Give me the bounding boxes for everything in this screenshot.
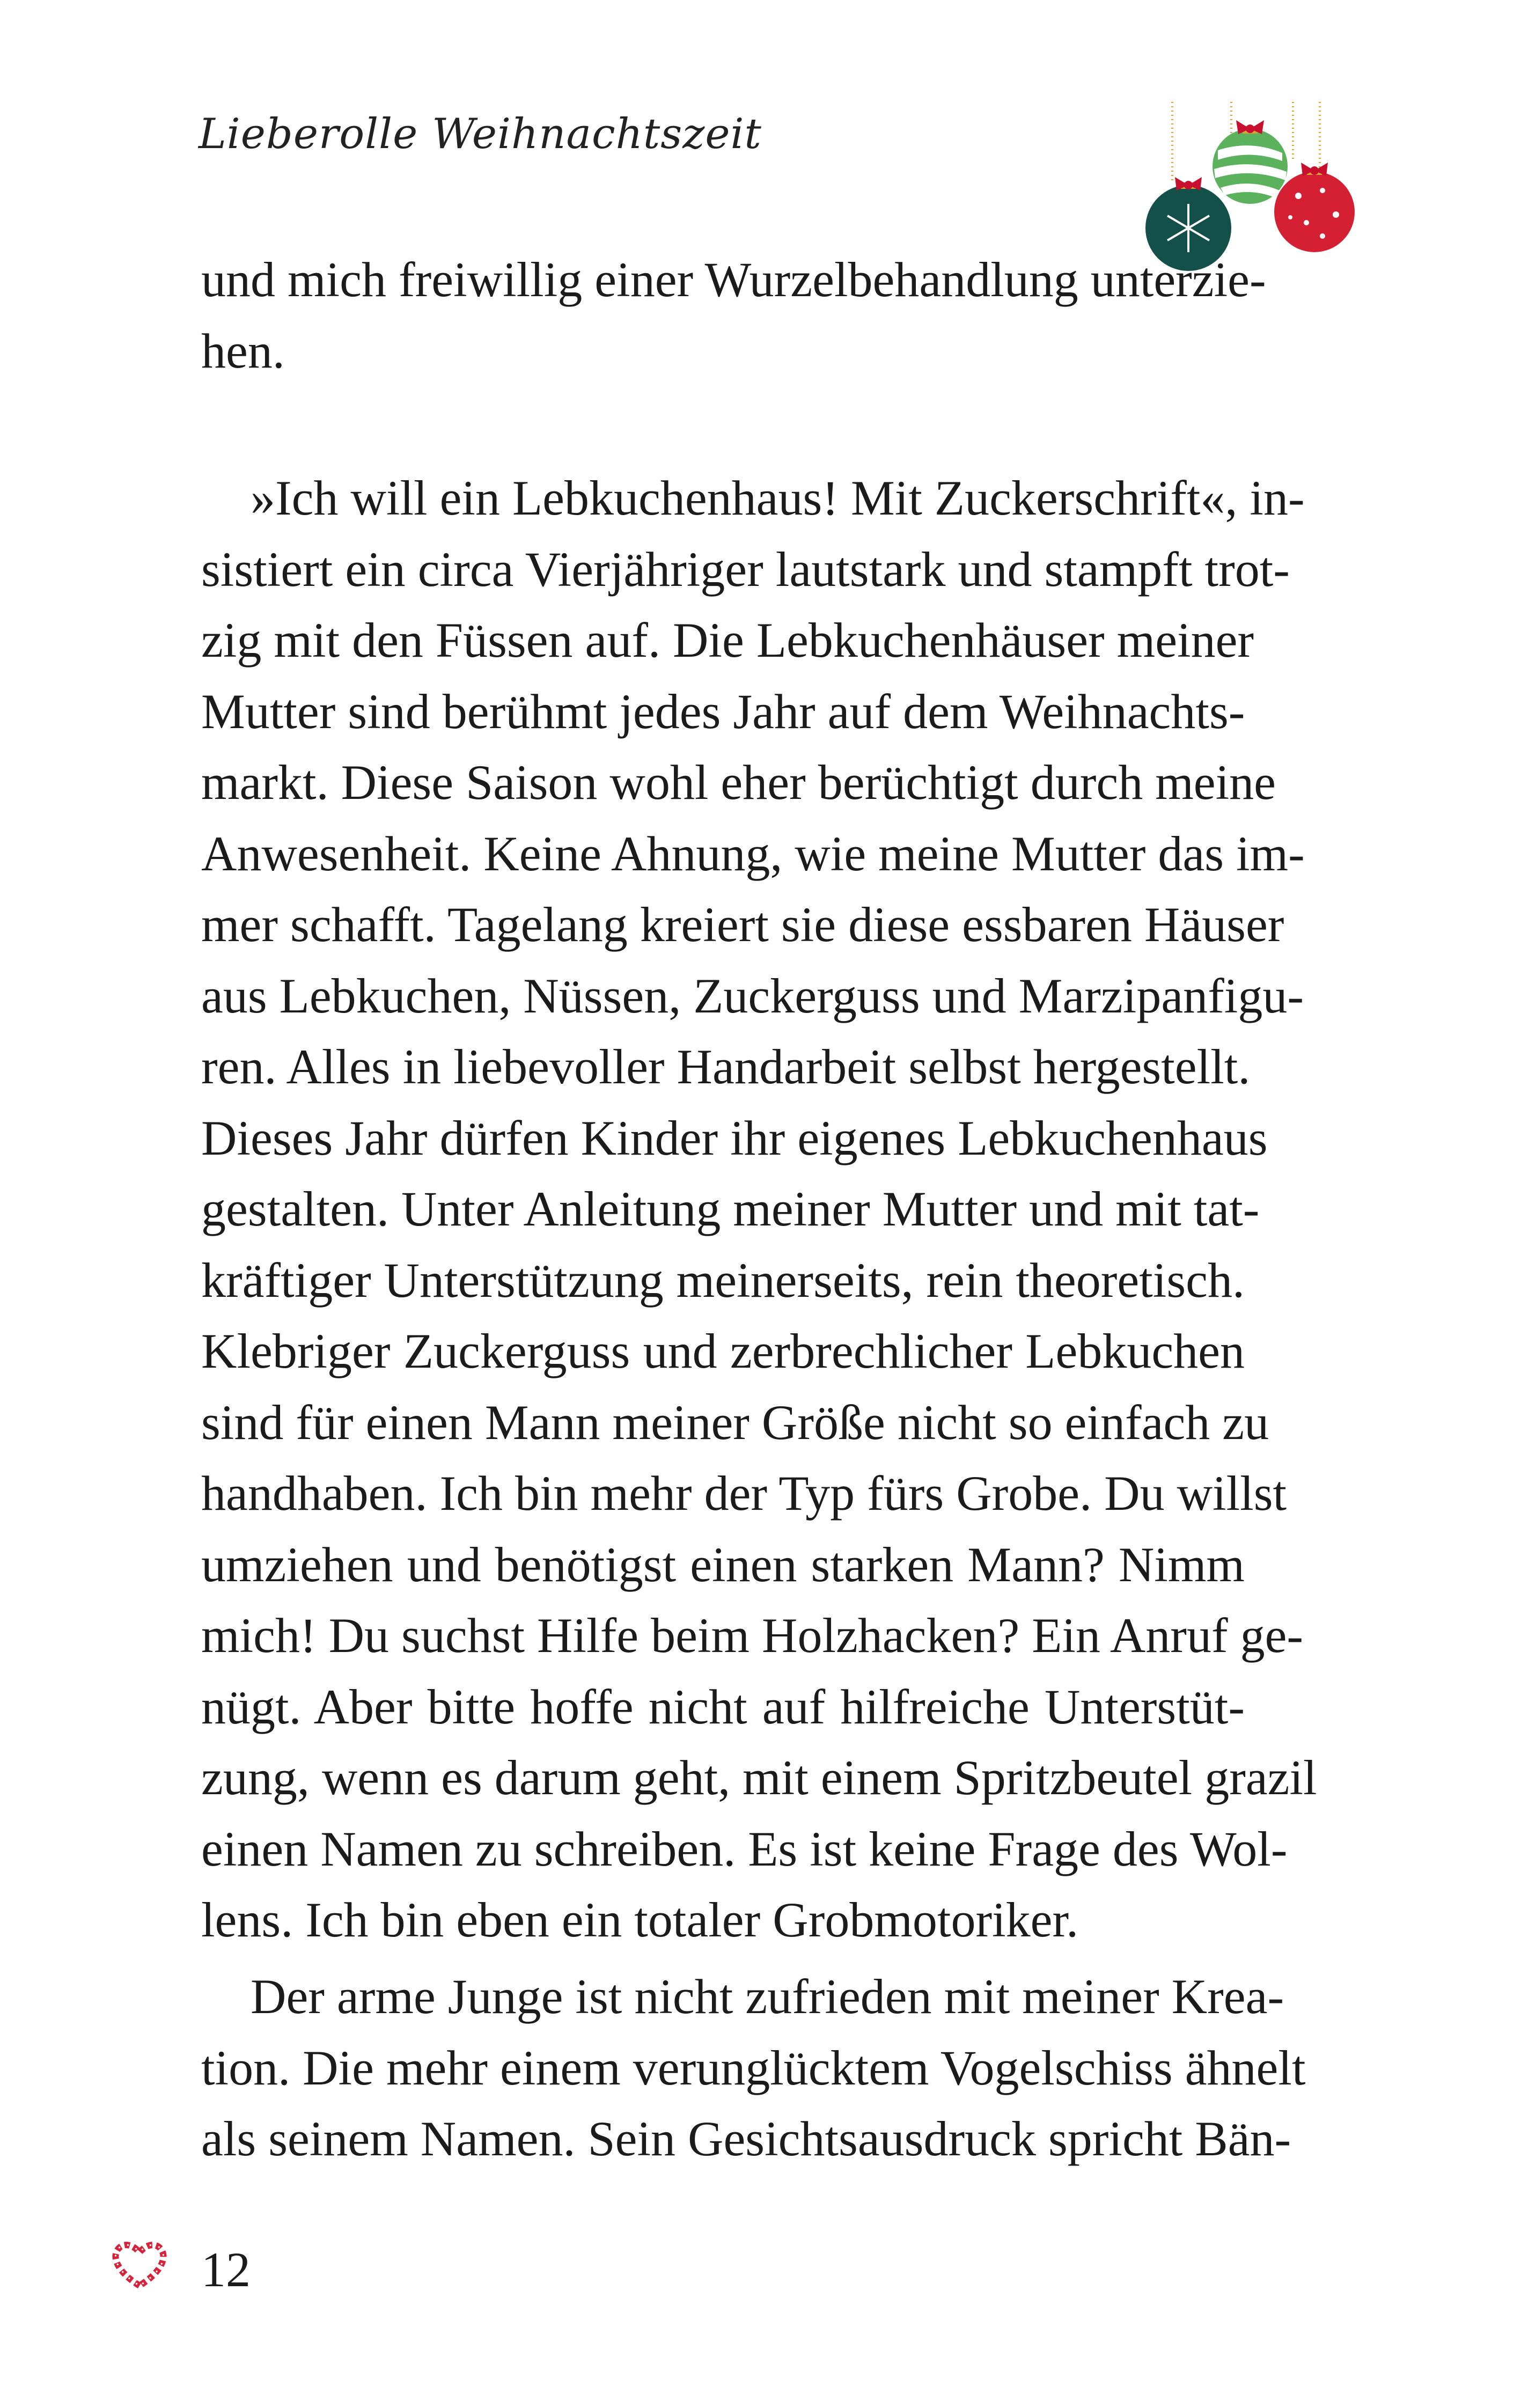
- text-line: hen.: [201, 323, 285, 378]
- text-line: mich! Du suchst Hilfe beim Holzhacken? Ein Anruf ge-: [201, 1608, 1304, 1663]
- page-number: 12: [201, 2242, 251, 2297]
- paragraph: [201, 462, 1317, 1956]
- text-line: aus Lebkuchen, Nüssen, Zuckerguss und Marzipanfigu-: [201, 968, 1304, 1023]
- text-line: Mutter sind berühmt jedes Jahr auf dem Weihnachts-: [201, 684, 1245, 739]
- text-line: tion. Die mehr einem verunglücktem Vogelschiss ähnelt: [201, 2040, 1306, 2095]
- text-line: markt. Diese Saison wohl eher berüchtigt durch meine: [201, 755, 1276, 810]
- text-line: und mich freiwillig einer Wurzelbehandlung unterzie-: [201, 252, 1266, 307]
- candy-cane-heart-icon: [107, 2232, 172, 2296]
- paragraph: [201, 1961, 1306, 2175]
- text-line: »Ich will ein Lebkuchenhaus! Mit Zuckerschrift«, in-: [251, 471, 1305, 525]
- text-line: als seinem Namen. Sein Gesichtsausdruck spricht Bän-: [201, 2111, 1291, 2166]
- text-line: mer schafft. Tagelang kreiert sie diese essbaren Häuser: [201, 897, 1284, 952]
- text-line: Anwesenheit. Keine Ahnung, wie meine Mutter das im-: [201, 826, 1305, 881]
- text-line: nügt. Aber bitte hoffe nicht auf hilfreiche Unterstüt-: [201, 1679, 1245, 1734]
- text-line: sistiert ein circa Vierjähriger lautstark und stampft trot-: [201, 541, 1290, 597]
- text-line: einen Namen zu schreiben. Es ist keine Frage des Wol-: [201, 1821, 1288, 1876]
- running-header-title: Lieberolle Weihnachtszeit: [199, 110, 762, 158]
- text-line: gestalten. Unter Anleitung meiner Mutter und mit tat-: [201, 1181, 1260, 1236]
- text-line: sind für einen Mann meiner Größe nicht so einfach zu: [201, 1394, 1269, 1450]
- text-line: Klebriger Zuckerguss und zerbrechlicher Lebkuchen: [201, 1324, 1245, 1378]
- text-line: umziehen und benötigst einen starken Mann? Nimm: [201, 1537, 1245, 1592]
- text-line: ren. Alles in liebevoller Handarbeit selbst hergestellt.: [201, 1039, 1251, 1094]
- text-line: handhaben. Ich bin mehr der Typ fürs Grobe. Du willst: [201, 1466, 1287, 1521]
- text-line: kräftiger Unterstützung meinerseits, rein theoretisch.: [201, 1252, 1245, 1308]
- text-line: zung, wenn es darum geht, mit einem Spritzbeutel grazil: [201, 1750, 1317, 1805]
- text-line: lens. Ich bin eben ein totaler Grobmotoriker.: [201, 1892, 1079, 1947]
- text-line: Dieses Jahr dürfen Kinder ihr eigenes Lebkuchenhaus: [201, 1110, 1268, 1165]
- text-line: Der arme Junge ist nicht zufrieden mit meiner Krea-: [251, 1969, 1284, 2024]
- paragraph-continuation: [201, 244, 1266, 386]
- striped-bauble: [1213, 120, 1288, 204]
- text-line: zig mit den Füssen auf. Die Lebkuchenhäuser meiner: [201, 613, 1254, 667]
